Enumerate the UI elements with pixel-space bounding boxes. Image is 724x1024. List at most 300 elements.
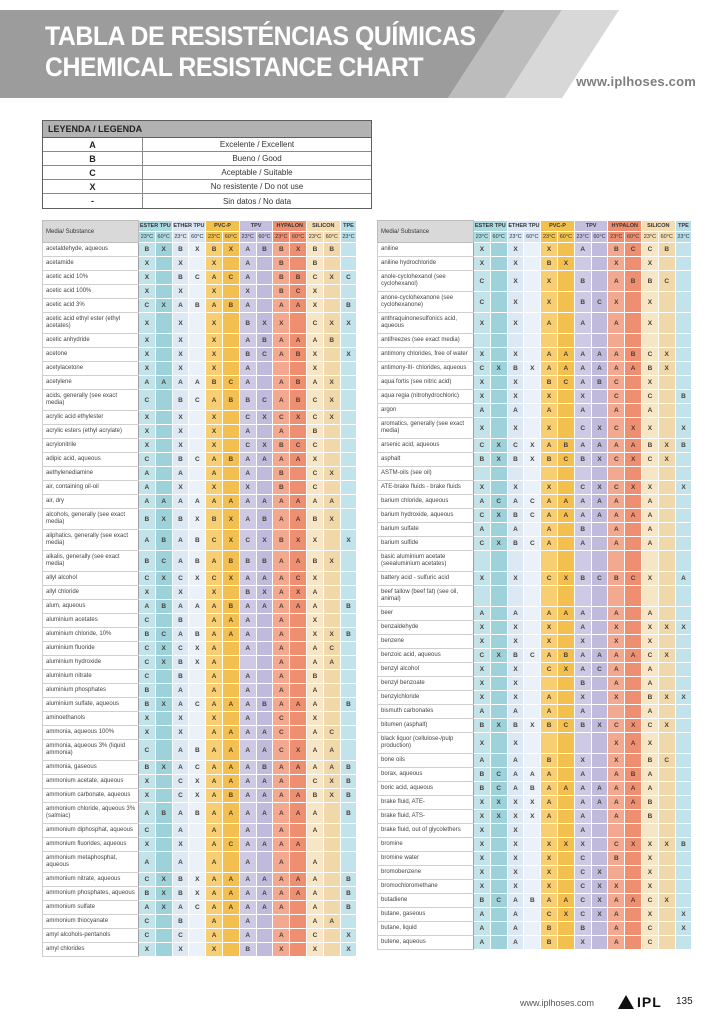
resistance-cell — [340, 852, 357, 873]
resistance-cell: X — [675, 908, 692, 922]
resistance-cell — [323, 481, 340, 495]
resistance-cell: X — [642, 481, 659, 495]
header-website-text: www.iplhoses.com — [576, 74, 696, 89]
resistance-cell: C — [139, 614, 156, 628]
resistance-cell: X — [541, 292, 558, 313]
resistance-cell: A — [172, 467, 189, 481]
table-row — [378, 292, 692, 313]
resistance-cell — [625, 691, 642, 705]
substance-name: butane, gaseous — [378, 908, 474, 922]
resistance-cell: A — [172, 852, 189, 873]
legend — [42, 120, 372, 209]
resistance-cell — [189, 824, 206, 838]
resistance-cell — [290, 670, 307, 684]
resistance-cell: X — [541, 838, 558, 852]
resistance-cell: X — [155, 656, 172, 670]
table-row — [43, 852, 357, 873]
substance-name: benzaldehyde — [378, 621, 474, 635]
resistance-cell: X — [139, 285, 156, 299]
resistance-cell — [625, 635, 642, 649]
resistance-cell — [223, 257, 240, 271]
resistance-cell: A — [307, 901, 324, 915]
resistance-cell: X — [642, 418, 659, 439]
resistance-cell — [256, 915, 273, 929]
resistance-cell: C — [223, 376, 240, 390]
resistance-cell: B — [223, 600, 240, 614]
resistance-cell: C — [307, 439, 324, 453]
resistance-cell: X — [541, 243, 558, 257]
resistance-cell — [625, 922, 642, 936]
legend-row — [43, 166, 371, 180]
resistance-cell — [323, 684, 340, 698]
temp-header: 60°C — [558, 232, 575, 243]
resistance-cell: A — [608, 677, 625, 691]
resistance-cell — [189, 285, 206, 299]
resistance-cell — [675, 782, 692, 796]
resistance-cell: X — [524, 362, 541, 376]
resistance-cell: B — [307, 425, 324, 439]
resistance-cell — [323, 929, 340, 943]
resistance-cell — [658, 880, 675, 894]
resistance-cell: A — [507, 768, 524, 782]
substance-name: bismuth carbonates — [378, 705, 474, 719]
resistance-cell — [256, 285, 273, 299]
resistance-cell — [340, 572, 357, 586]
resistance-cell — [323, 901, 340, 915]
resistance-cell — [155, 943, 172, 957]
resistance-cell — [675, 376, 692, 390]
resistance-cell — [675, 453, 692, 467]
resistance-cell: C — [642, 243, 659, 257]
resistance-cell: A — [307, 887, 324, 901]
resistance-cell: A — [206, 670, 223, 684]
resistance-cell: B — [239, 313, 256, 334]
resistance-cell: X — [507, 572, 524, 586]
resistance-cell: X — [172, 943, 189, 957]
table-row — [43, 509, 357, 530]
resistance-cell: A — [290, 509, 307, 530]
resistance-cell: X — [172, 838, 189, 852]
resistance-cell — [574, 334, 591, 348]
resistance-cell: A — [290, 838, 307, 852]
resistance-cell: A — [239, 600, 256, 614]
resistance-cell — [256, 712, 273, 726]
resistance-cell: A — [172, 684, 189, 698]
resistance-cell: X — [206, 334, 223, 348]
resistance-cell: X — [608, 621, 625, 635]
resistance-cell: A — [239, 453, 256, 467]
resistance-cell: X — [658, 621, 675, 635]
resistance-cell: C — [139, 656, 156, 670]
resistance-cell — [290, 481, 307, 495]
resistance-cell: C — [139, 390, 156, 411]
table-row — [378, 663, 692, 677]
resistance-cell: X — [290, 586, 307, 600]
resistance-cell: X — [474, 691, 491, 705]
resistance-cell: C — [558, 719, 575, 733]
page-title-line1: TABLA DE RESISTÉNCIAS QUÍMICAS — [45, 21, 476, 51]
resistance-cell — [189, 586, 206, 600]
resistance-cell — [591, 313, 608, 334]
resistance-cell — [340, 411, 357, 425]
resistance-cell — [323, 299, 340, 313]
resistance-cell: B — [273, 243, 290, 257]
resistance-cell — [524, 908, 541, 922]
resistance-cell — [490, 866, 507, 880]
legend-key: C — [43, 166, 143, 179]
resistance-cell — [658, 537, 675, 551]
resistance-cell: A — [172, 530, 189, 551]
resistance-cell: X — [206, 362, 223, 376]
resistance-cell — [189, 313, 206, 334]
resistance-cell — [558, 334, 575, 348]
resistance-cell: A — [591, 782, 608, 796]
resistance-cell: B — [189, 628, 206, 642]
resistance-cell — [524, 691, 541, 705]
resistance-cell — [256, 670, 273, 684]
resistance-cell: A — [172, 803, 189, 824]
resistance-cell: B — [474, 894, 491, 908]
resistance-cell — [675, 467, 692, 481]
legend-key: A — [43, 138, 143, 151]
resistance-cell: X — [642, 313, 659, 334]
table-row — [43, 299, 357, 313]
substance-name: bromine — [378, 838, 474, 852]
resistance-cell — [658, 495, 675, 509]
resistance-cell: A — [574, 243, 591, 257]
resistance-cell: A — [239, 243, 256, 257]
resistance-cell — [290, 313, 307, 334]
resistance-cell — [524, 607, 541, 621]
resistance-cell — [524, 936, 541, 950]
substance-name: ammonium nitrate, aqueous — [43, 873, 139, 887]
substance-name: acetic acid ethyl ester (ethyl acetates) — [43, 313, 139, 334]
substance-name: benzyl benzoate — [378, 677, 474, 691]
table-row — [43, 572, 357, 586]
resistance-cell: A — [625, 509, 642, 523]
resistance-cell: A — [206, 299, 223, 313]
resistance-cell — [323, 257, 340, 271]
resistance-cell: A — [273, 887, 290, 901]
resistance-cell: X — [307, 362, 324, 376]
resistance-cell: X — [307, 943, 324, 957]
resistance-cell: X — [507, 243, 524, 257]
resistance-cell: A — [223, 887, 240, 901]
resistance-cell: C — [189, 761, 206, 775]
resistance-cell: A — [574, 768, 591, 782]
resistance-cell: B — [541, 922, 558, 936]
resistance-cell: X — [524, 796, 541, 810]
resistance-cell: B — [307, 789, 324, 803]
resistance-cell: B — [474, 768, 491, 782]
resistance-cell: C — [172, 789, 189, 803]
resistance-cell — [340, 362, 357, 376]
resistance-cell: B — [139, 887, 156, 901]
temp-header: 23°C — [675, 232, 692, 243]
resistance-cell: X — [139, 411, 156, 425]
resistance-cell — [558, 824, 575, 838]
resistance-cell: B — [608, 572, 625, 586]
substance-name: basic aluminium acetate (seealuminium acetates) — [378, 551, 474, 572]
resistance-cell: A — [474, 607, 491, 621]
resistance-cell — [524, 334, 541, 348]
resistance-cell — [474, 586, 491, 607]
resistance-cell: A — [239, 495, 256, 509]
resistance-cell: A — [574, 376, 591, 390]
resistance-cell — [675, 551, 692, 572]
resistance-cell: B — [625, 768, 642, 782]
substance-name: aluminium hydroxide — [43, 656, 139, 670]
resistance-cell: X — [155, 698, 172, 712]
substance-name: aminoethanols — [43, 712, 139, 726]
resistance-cell: B — [323, 243, 340, 257]
resistance-cell: X — [642, 733, 659, 754]
resistance-cell: C — [608, 838, 625, 852]
substance-name: antimony-III- chlorides, aqueous — [378, 362, 474, 376]
resistance-cell: B — [340, 698, 357, 712]
resistance-cell: A — [290, 761, 307, 775]
legend-description: Excelente / Excellent — [219, 140, 295, 149]
resistance-cell — [223, 915, 240, 929]
resistance-cell: B — [206, 376, 223, 390]
resistance-cell: C — [139, 740, 156, 761]
resistance-cell: A — [206, 390, 223, 411]
resistance-cell — [625, 705, 642, 719]
resistance-cell: B — [172, 390, 189, 411]
resistance-cell — [558, 418, 575, 439]
resistance-cell — [658, 866, 675, 880]
resistance-cell: A — [273, 376, 290, 390]
resistance-cell — [541, 334, 558, 348]
resistance-cell — [524, 880, 541, 894]
resistance-cell: A — [541, 768, 558, 782]
resistance-cell: X — [507, 796, 524, 810]
resistance-cell: B — [558, 649, 575, 663]
resistance-cell: A — [307, 495, 324, 509]
resistance-cell — [155, 285, 172, 299]
resistance-cell — [574, 586, 591, 607]
resistance-cell: A — [591, 796, 608, 810]
resistance-cell — [541, 824, 558, 838]
resistance-cell: A — [608, 810, 625, 824]
table-row — [378, 271, 692, 292]
resistance-cell: C — [189, 901, 206, 915]
resistance-cell: X — [307, 628, 324, 642]
resistance-cell — [155, 670, 172, 684]
resistance-cell: B — [172, 614, 189, 628]
resistance-cell: A — [223, 901, 240, 915]
resistance-cell: A — [239, 334, 256, 348]
table-row — [378, 257, 692, 271]
resistance-cell: A — [273, 586, 290, 600]
resistance-cell: A — [273, 628, 290, 642]
resistance-cell — [490, 635, 507, 649]
resistance-cell: X — [189, 243, 206, 257]
substance-name: barium sulfide — [378, 537, 474, 551]
resistance-cell: A — [256, 495, 273, 509]
resistance-cell: A — [273, 684, 290, 698]
resistance-cell: X — [139, 712, 156, 726]
resistance-cell: C — [139, 670, 156, 684]
resistance-cell: B — [608, 243, 625, 257]
resistance-cell: A — [290, 334, 307, 348]
resistance-cell: A — [273, 656, 290, 670]
table-row — [43, 887, 357, 901]
resistance-cell — [490, 586, 507, 607]
resistance-cell: B — [524, 782, 541, 796]
resistance-cell: A — [290, 453, 307, 467]
resistance-cell: B — [642, 754, 659, 768]
substance-name: aluminium phosphates — [43, 684, 139, 698]
resistance-cell: A — [625, 782, 642, 796]
resistance-cell: A — [223, 740, 240, 761]
resistance-cell — [189, 838, 206, 852]
resistance-cell — [490, 404, 507, 418]
resistance-cell: B — [256, 509, 273, 530]
resistance-cell: X — [256, 439, 273, 453]
resistance-cell — [256, 628, 273, 642]
resistance-cell — [155, 257, 172, 271]
table-row — [378, 719, 692, 733]
resistance-cell: A — [273, 789, 290, 803]
table-row — [378, 649, 692, 663]
resistance-cell: X — [474, 313, 491, 334]
resistance-cell: B — [507, 362, 524, 376]
resistance-cell — [574, 467, 591, 481]
resistance-cell — [625, 866, 642, 880]
resistance-cell — [625, 551, 642, 572]
resistance-cell: X — [323, 628, 340, 642]
resistance-cell: A — [206, 852, 223, 873]
substance-name: butadiene — [378, 894, 474, 908]
resistance-cell: A — [608, 894, 625, 908]
resistance-cell — [155, 915, 172, 929]
legend-description: Bueno / Good — [232, 154, 282, 163]
resistance-cell: X — [658, 453, 675, 467]
resistance-cell — [340, 838, 357, 852]
resistance-cell — [625, 663, 642, 677]
temp-header: 23°C — [139, 232, 156, 243]
resistance-cell: A — [541, 404, 558, 418]
substance-name: acetic acid 100% — [43, 285, 139, 299]
resistance-cell — [558, 523, 575, 537]
resistance-cell: A — [608, 796, 625, 810]
resistance-cell: A — [172, 628, 189, 642]
resistance-cell: A — [239, 271, 256, 285]
resistance-cell: A — [239, 425, 256, 439]
resistance-cell: A — [323, 656, 340, 670]
resistance-cell — [340, 481, 357, 495]
resistance-cell — [490, 418, 507, 439]
resistance-cell — [658, 376, 675, 390]
resistance-cell: A — [591, 439, 608, 453]
resistance-cell — [490, 838, 507, 852]
page-title-line2: CHEMICAL RESISTANCE CHART — [45, 52, 424, 82]
substance-name: alcohols, generally (see exact media) — [43, 509, 139, 530]
resistance-cell — [524, 824, 541, 838]
table-row — [378, 810, 692, 824]
resistance-cell: A — [574, 439, 591, 453]
resistance-cell — [675, 362, 692, 376]
table-row — [378, 334, 692, 348]
resistance-cell: A — [558, 362, 575, 376]
resistance-cell — [625, 334, 642, 348]
substance-name: barium sulfate — [378, 523, 474, 537]
substance-name: acetylene — [43, 376, 139, 390]
resistance-cell — [608, 551, 625, 572]
resistance-cell — [591, 754, 608, 768]
resistance-cell: A — [307, 600, 324, 614]
resistance-cell — [290, 824, 307, 838]
substance-name: air, dry — [43, 495, 139, 509]
resistance-cell — [524, 586, 541, 607]
resistance-cell: A — [574, 348, 591, 362]
table-row — [378, 838, 692, 852]
substance-name: alkalis, generally (see exact media) — [43, 551, 139, 572]
resistance-cell — [658, 607, 675, 621]
table-row — [378, 880, 692, 894]
resistance-cell — [625, 313, 642, 334]
resistance-cell — [675, 509, 692, 523]
resistance-cell — [223, 684, 240, 698]
resistance-cell: X — [307, 299, 324, 313]
resistance-cell — [675, 586, 692, 607]
resistance-cell — [155, 726, 172, 740]
resistance-cell: A — [256, 873, 273, 887]
resistance-cell: X — [139, 775, 156, 789]
resistance-cell: X — [155, 299, 172, 313]
resistance-cell: C — [139, 299, 156, 313]
resistance-cell — [574, 257, 591, 271]
resistance-cell: B — [172, 509, 189, 530]
resistance-cell: A — [172, 761, 189, 775]
page-number: 135 — [676, 996, 693, 1007]
resistance-cell — [675, 936, 692, 950]
substance-name: aluminium acetates — [43, 614, 139, 628]
table-row — [378, 572, 692, 586]
resistance-cell: A — [223, 628, 240, 642]
resistance-cell — [524, 292, 541, 313]
resistance-cell: B — [574, 453, 591, 467]
table-row — [43, 271, 357, 285]
resistance-cell — [323, 362, 340, 376]
resistance-cell: A — [474, 922, 491, 936]
resistance-cell: B — [172, 243, 189, 257]
resistance-cell: A — [239, 803, 256, 824]
resistance-cell — [323, 698, 340, 712]
resistance-cell: X — [591, 418, 608, 439]
resistance-cell: B — [642, 810, 659, 824]
resistance-cell: A — [273, 852, 290, 873]
resistance-cell — [340, 586, 357, 600]
resistance-cell: X — [189, 887, 206, 901]
resistance-cell: X — [591, 866, 608, 880]
resistance-cell — [541, 586, 558, 607]
table-row — [43, 425, 357, 439]
resistance-cell: A — [239, 740, 256, 761]
resistance-cell: X — [507, 418, 524, 439]
substance-name: boric acid, aqueous — [378, 782, 474, 796]
resistance-cell: A — [608, 348, 625, 362]
resistance-cell — [524, 523, 541, 537]
resistance-cell — [290, 943, 307, 957]
substance-name: bone oils — [378, 754, 474, 768]
resistance-cell — [591, 768, 608, 782]
resistance-cell: B — [658, 243, 675, 257]
resistance-cell: A — [307, 698, 324, 712]
table-row — [43, 915, 357, 929]
table-row — [43, 614, 357, 628]
